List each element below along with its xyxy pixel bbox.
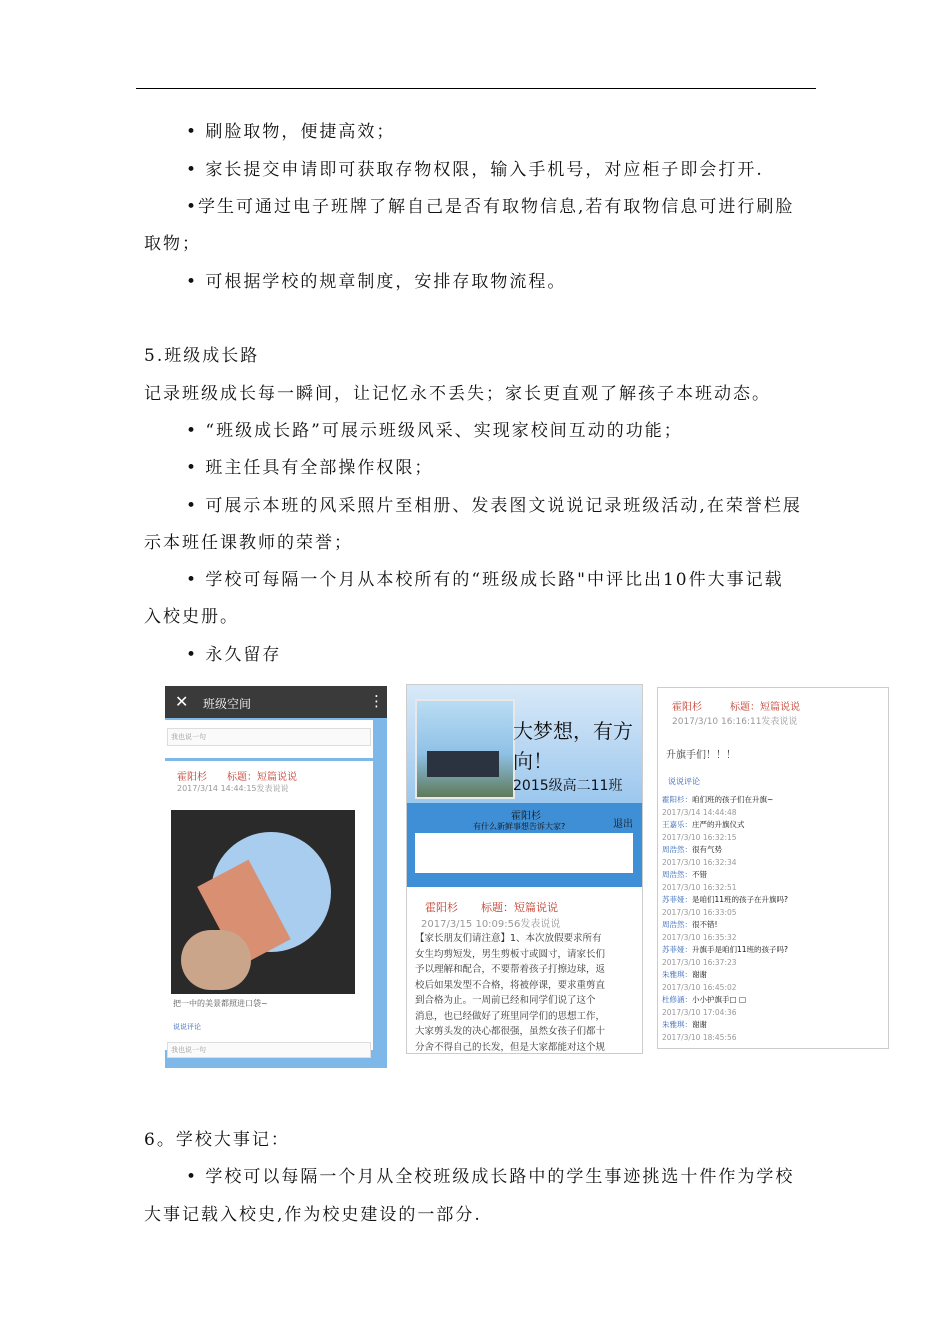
comment-time: 2017/3/10 16:35:32: [662, 932, 737, 942]
s6-bullet-events: • 学校可以每隔一个月从全校班级成长路中的学生事迹挑选十件作为学校: [186, 1167, 795, 1187]
comment-name[interactable]: 苏菲娅：: [662, 895, 692, 904]
list-item: [662, 844, 886, 857]
post-title: 标题：短篇说说: [481, 901, 558, 914]
s5-bullet-permission: • 班主任具有全部操作权限；: [186, 458, 434, 478]
app-bar-title: 班级空间: [203, 697, 252, 711]
comment-text: 小小护旗手□ □: [692, 995, 747, 1004]
bullet-rules: • 可根据学校的规章制度，安排存取物流程。: [186, 272, 567, 292]
banner-class-name: 2015级高二11班: [513, 778, 623, 794]
header-rule: [136, 88, 816, 89]
post-author: 霍阳杉: [425, 901, 458, 914]
post-title: 标题：短篇说说: [730, 702, 800, 713]
screenshot-class-home: [406, 684, 643, 1054]
comment-text: 是咱们11班的孩子在升旗吗?: [692, 895, 789, 904]
comment-text: 很不错!: [692, 920, 718, 929]
s5-bullet-album-cont: 示本班任课教师的荣誉；: [144, 533, 353, 553]
comment-time: 2017/3/10 16:45:02: [662, 982, 737, 992]
comment-time: 2017/3/14 14:44:48: [662, 807, 737, 817]
list-item: [662, 869, 886, 882]
post-time: 2017/3/14 14:44:15发表说说: [177, 784, 289, 793]
banner-slogan-line2: 向！: [513, 749, 553, 773]
post-content: 升旗手们！！！: [666, 750, 736, 761]
post-body-line: 校后如果发型不合格，将被停课，要求重剪直: [415, 979, 606, 991]
comment-name[interactable]: 杜修涵：: [662, 995, 692, 1004]
screenshot-class-space: [165, 686, 387, 1068]
bullet-face-pickup: • 刷脸取物，便捷高效；: [186, 122, 396, 142]
post-body-line: 女生均剪短发，男生剪板寸或圆寸，请家长们: [415, 948, 606, 960]
banner-photo: [415, 699, 515, 799]
s5-bullet-display: • “班级成长路”可展示班级风采、实现家校间互动的功能；: [186, 421, 683, 441]
comment-text: 很有气势: [692, 845, 722, 854]
s5-bullet-album: • 可展示本班的风采照片至相册、发表图文说说记录班级活动,在荣誉栏展: [186, 496, 802, 516]
comment-time: 2017/3/10 16:32:34: [662, 857, 737, 867]
s5-bullet-permanent: • 永久留存: [186, 645, 282, 665]
post-photo[interactable]: [171, 810, 355, 994]
post-body: [415, 931, 605, 1054]
comment-text: 不错: [692, 870, 707, 879]
comment-link[interactable]: 说说评论: [173, 1023, 201, 1031]
close-icon[interactable]: ✕: [175, 692, 189, 711]
comment-name[interactable]: 朱雅琪：: [662, 970, 692, 979]
comment-time: 2017/3/10 18:45:56: [662, 1032, 737, 1042]
logout-button[interactable]: 退出: [613, 819, 633, 830]
bullet-student-info-cont: 取物；: [144, 234, 201, 254]
comment-name[interactable]: 周浩然：: [662, 870, 692, 879]
post-prompt: 有什么新鲜事想告诉大家?: [473, 822, 566, 831]
comment-name[interactable]: 苏菲娅：: [662, 945, 692, 954]
post-time: 2017/3/10 16:16:11发表说说: [672, 717, 798, 727]
post-input[interactable]: [415, 833, 633, 873]
comment-text: 庄严的升旗仪式: [692, 820, 745, 829]
comments-header[interactable]: 说说评论: [668, 777, 700, 786]
comment-time: 2017/3/10 16:37:23: [662, 957, 737, 967]
app-bar: [165, 686, 387, 718]
post-title: 标题：短篇说说: [227, 772, 297, 783]
list-item: [662, 919, 886, 932]
section-5-title: 5.班级成长路: [144, 346, 260, 366]
comment-text: 谢谢: [692, 1020, 707, 1029]
list-item: [662, 894, 886, 907]
list-item: [662, 819, 886, 832]
more-menu-icon[interactable]: ⋮: [369, 692, 384, 710]
comment-time: 2017/3/10 16:33:05: [662, 907, 737, 917]
list-item: [662, 944, 886, 957]
comment-time: 2017/3/10 17:04:36: [662, 1007, 737, 1017]
bullet-parent-permission: • 家长提交申请即可获取存物权限，输入手机号，对应柜子即会打开.: [186, 160, 764, 180]
comment-text: 谢谢: [692, 970, 707, 979]
section-6-title: 6。学校大事记：: [144, 1130, 290, 1150]
user-name: 霍阳杉: [511, 811, 541, 822]
post-body-line: 分舍不得自己的长发，但是大家都能对这个规: [415, 1041, 606, 1053]
post-body-line: 大家剪头发的决心都很强，虽然女孩子们都十: [415, 1026, 606, 1037]
screenshot-post-comments: [657, 687, 889, 1049]
post-body-line: 到合格为止。一周前已经和同学们说了这个: [415, 995, 596, 1006]
s5-bullet-history: • 学校可每隔一个月从本校所有的“班级成长路"中评比出10件大事记载: [186, 570, 784, 590]
list-item: [662, 994, 886, 1007]
section-5-intro: 记录班级成长每一瞬间，让记忆永不丢失；家长更直观了解孩子本班动态。: [144, 384, 771, 404]
say-input-bottom-placeholder: 我也说一句: [171, 1046, 206, 1054]
comment-text: 升旗手是咱们11班的孩子吗?: [692, 945, 789, 954]
comment-text: 咱们班的孩子们在升旗~: [692, 795, 774, 804]
s5-bullet-history-cont: 入校史册。: [144, 607, 239, 627]
post-time: 2017/3/15 10:09:56发表说说: [421, 919, 561, 930]
photo-caption: 把一中的美景都照进口袋~: [173, 999, 268, 1008]
divider: [165, 758, 373, 761]
comment-time: 2017/3/10 16:32:15: [662, 832, 737, 842]
say-input-placeholder: 我也说一句: [171, 733, 206, 741]
post-author: 霍阳杉: [672, 702, 702, 713]
comment-name[interactable]: 周浩然：: [662, 845, 692, 854]
bullet-student-info: •学生可通过电子班牌了解自己是否有取物信息,若有取物信息可进行刷脸: [186, 197, 795, 217]
list-item: [662, 1019, 886, 1032]
post-body-line: 予以理解和配合，不要帮着孩子打擦边球，返: [415, 964, 606, 975]
post-author: 霍阳杉: [177, 772, 207, 783]
list-item: [662, 969, 886, 982]
post-body-line: 消息，也已经做好了班里同学们的思想工作，: [415, 1010, 606, 1022]
comment-list: [662, 794, 886, 1044]
s6-bullet-events-cont: 大事记载入校史,作为校史建设的一部分.: [144, 1205, 482, 1225]
comment-time: 2017/3/10 16:32:51: [662, 882, 737, 892]
comment-name[interactable]: 周浩然：: [662, 920, 692, 929]
comment-name[interactable]: 王嘉乐：: [662, 820, 692, 829]
comment-name[interactable]: 霍阳杉：: [662, 795, 692, 804]
banner-slogan-line1: 大梦想，有方: [513, 719, 633, 743]
crowd-shape: [427, 751, 499, 777]
comment-name[interactable]: 朱雅琪：: [662, 1020, 692, 1029]
list-item: [662, 794, 886, 807]
hand-shape: [181, 930, 251, 990]
post-body-line: 【家长朋友们请注意】1、本次放假要求所有: [415, 933, 602, 944]
